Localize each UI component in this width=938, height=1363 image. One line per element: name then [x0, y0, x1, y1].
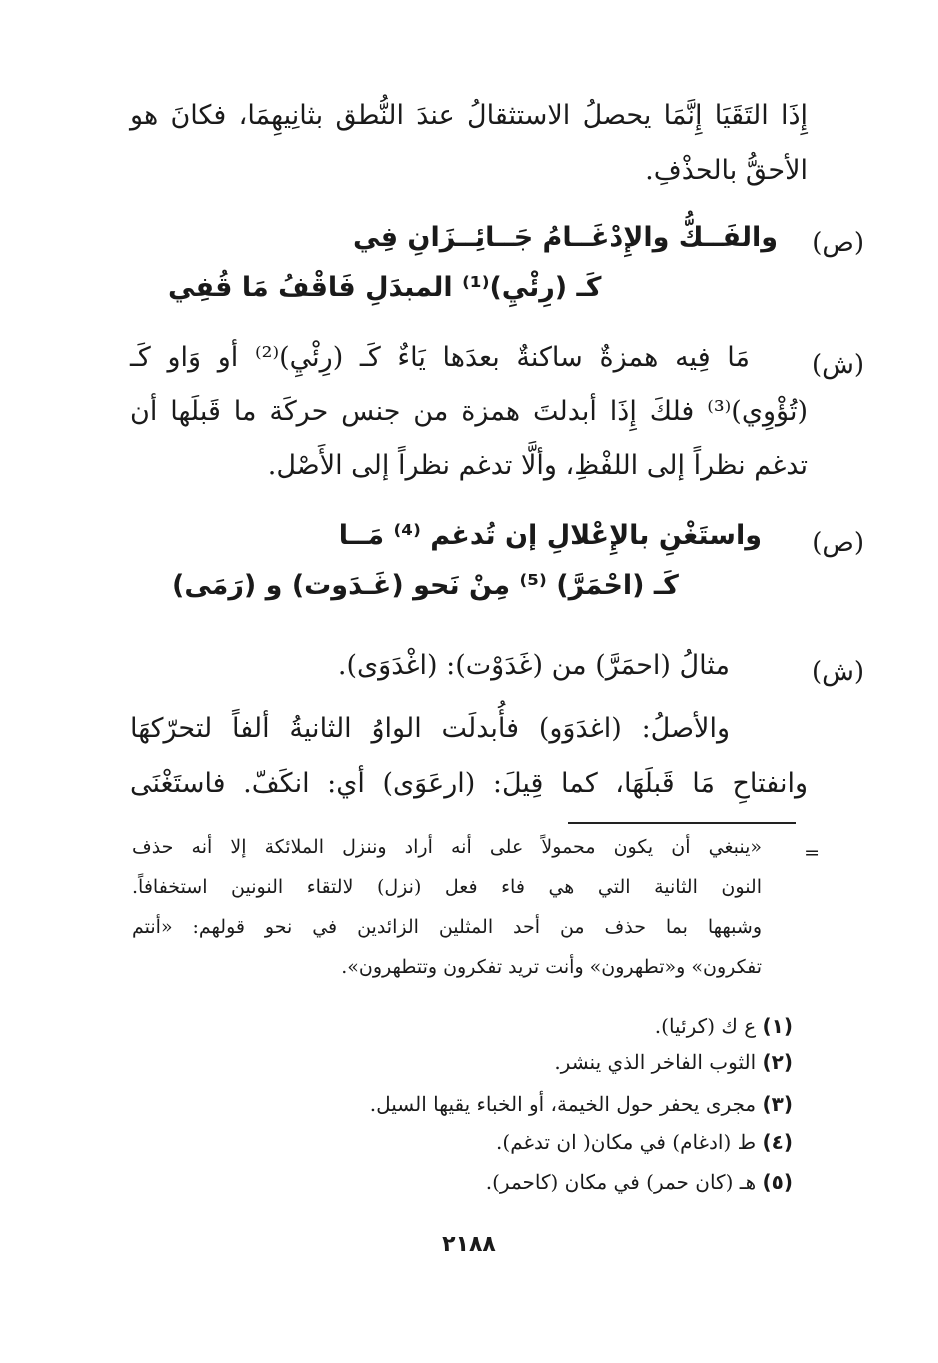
- continuation-mark: =: [804, 842, 820, 864]
- footnote-text: ع ك (كرئيا).: [654, 1014, 757, 1038]
- commentary-marker: (ش): [811, 657, 864, 687]
- footnote-text: مجرى يحفر حول الخيمة، أو الخباء يقيها السيل.: [369, 1092, 757, 1116]
- footnote-number: (٢): [762, 1050, 793, 1074]
- body-line-4: (تُؤْوِي)⁽³⁾ فلكَ إِذَا أبدلتَ همزة من جنس حركَة ما قَبلَها أن: [130, 396, 808, 427]
- footnote-separator: [568, 822, 796, 824]
- commentary-marker: (ش): [811, 350, 864, 380]
- verse-line: واستَغْنِ بالإِعْلالِ إن تُدغم ⁽⁴⁾ مَــا: [338, 520, 762, 551]
- footnote-1: [655, 1014, 793, 1038]
- footnote-3: [370, 1092, 793, 1116]
- body-line-2: الأحقُّ بالحذْفِ.: [645, 155, 808, 186]
- note-line: وشبهها بما حذف من أحد المثلين الزائدين في نحو قولهم: «أنتم: [132, 916, 762, 938]
- note-line: «ينبغي أن يكون محمولاً على أنه أراد وننزل الملائكة إلا أنه حذف: [132, 836, 762, 858]
- note-line: النون الثانية التي هي فاء فعل (نزل) لالتقاء النونين استخفافاً.: [132, 876, 762, 898]
- footnote-number: (١): [762, 1014, 793, 1038]
- body-line-5: تدغم نظراً إلى اللفْظِ، وألَّا تدغم نظراً إلى الأَصْل.: [267, 450, 808, 481]
- footnote-text: ط (ادغام) في مكان( ان تدغم).: [496, 1130, 757, 1154]
- footnote-text: الثوب الفاخر الذي ينشر.: [554, 1050, 757, 1074]
- body-line-7: والأصلُ: (اغدَوَو) فأُبدلَت الواوُ الثانيةُ ألفاً لتحرّكهَا: [130, 713, 730, 744]
- footnote-number: (٥): [762, 1170, 793, 1194]
- footnote-2: [554, 1050, 793, 1074]
- body-line-8: وانفتاحِ مَا قَبلَهَا، كما قِيلَ: (ارعَوَى) أي: انكَفّ. فاستَغْنَى: [130, 768, 808, 799]
- body-line-3: مَا فِيه همزةٌ ساكنةٌ بعدَها يَاءٌ كَـ (رِئْيِ)⁽²⁾ أو وَاو كَـ: [130, 342, 750, 373]
- verse-marker: (ص): [812, 228, 864, 258]
- footnote-text: هـ (كان حمر) في مكان (كاحمر).: [485, 1170, 757, 1194]
- verse-marker: (ص): [812, 528, 864, 558]
- footnote-number: (٣): [762, 1092, 793, 1116]
- footnote-number: (٤): [762, 1130, 793, 1154]
- verse-line: كَـ (احْمَرَّ) ⁽⁵⁾ مِنْ نَحو (غَـدَوت) و (رَمَى): [172, 570, 679, 601]
- note-line: تفكرون» و«تطهرون» وأنت تريد تفكرون وتتطهرون».: [341, 956, 762, 978]
- footnote-4: [496, 1130, 793, 1154]
- footnote-5: [486, 1170, 793, 1194]
- body-line-1: إِذَا التَقَيَا إِنَّمَا يحصلُ الاستثقالُ عندَ النُّطق بثانِيهِمَا، فكانَ هو: [130, 100, 808, 131]
- page-number: ٢١٨٨: [442, 1232, 496, 1257]
- verse-line: كَـ (رِئْيِ)⁽¹⁾ المبدَلِ فَاقْفُ مَا قُفِي: [168, 272, 602, 303]
- verse-line: والفَــكُّ والإِدْغَــامُ جَــائِــزَانِ فِي: [353, 222, 778, 253]
- body-line-6: مثالُ (احمَرَّ) من (غَدَوْت): (اغْدَوَى).: [337, 650, 730, 681]
